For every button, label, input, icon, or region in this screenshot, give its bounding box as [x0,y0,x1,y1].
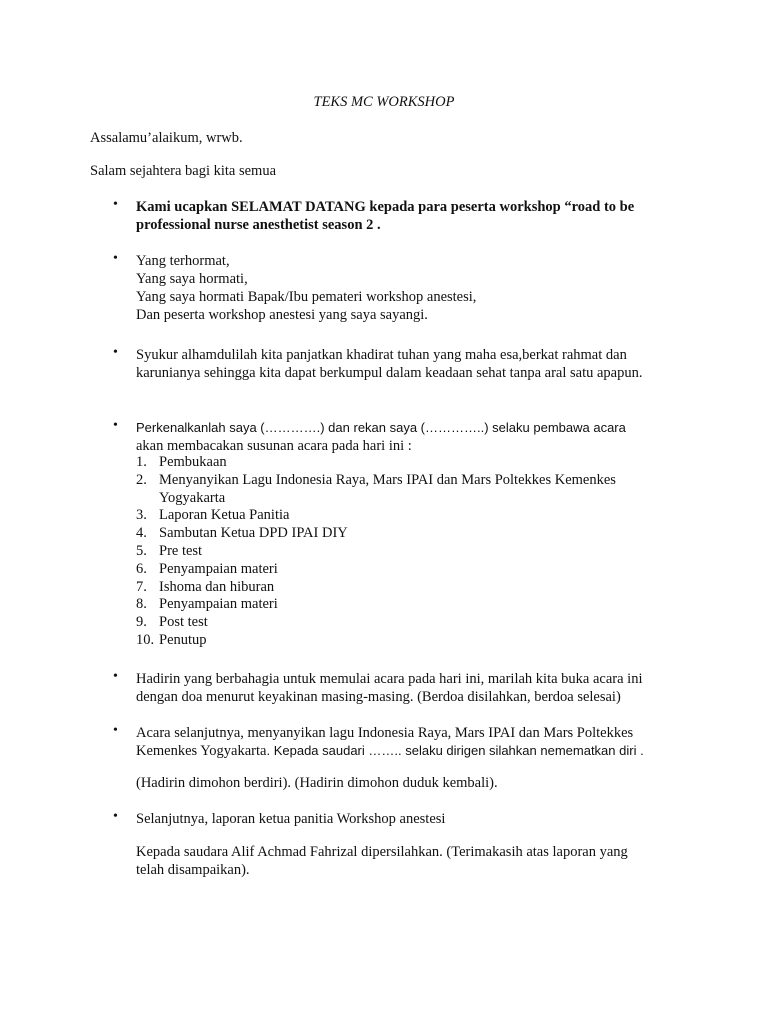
respect-line: Yang saya hormati, [136,271,248,287]
lagu-line-2a: Kemenkes Yogyakarta [136,743,267,759]
welcome-paragraph [136,198,634,234]
bullet-icon: • [113,669,118,684]
bullet-icon: • [113,809,118,824]
agenda-item: 4. Sambutan Ketua DPD IPAI DIY [136,525,348,542]
doa-paragraph [136,670,642,706]
bullet-icon: • [113,723,118,738]
syukur-line-2: karunianya sehingga kita dapat berkumpul dalam keadaan sehat tanpa aral satu apapun. [136,365,643,381]
bullet-icon: • [113,418,118,433]
respect-paragraph [136,252,476,324]
kepada-paragraph [136,843,628,879]
agenda-item: 10. Penutup [136,631,207,648]
agenda-item: 7. Ishoma dan hiburan [136,578,275,595]
respect-line: Dan peserta workshop anestesi yang saya sayangi. [136,307,428,323]
lagu-paragraph [136,724,644,760]
agenda-item: 8. Penyampaian materi [136,596,278,613]
agenda-item: 5. Pre test [136,542,203,559]
respect-line: Yang terhormat, [136,253,230,269]
agenda-item: 6. Penyampaian materi [136,560,278,577]
doa-line-2: dengan doa menurut keyakinan masing-masing. (Berdoa disilahkan, berdoa selesai) [136,689,621,705]
bullet-icon: • [113,345,118,360]
intro-line-2: akan membacakan susunan acara pada hari ini : [136,438,412,454]
kepada-line-1: Kepada saudara Alif Achmad Fahrizal dipersilahkan. (Terimakasih atas laporan yang [136,844,628,860]
respect-line: Yang saya hormati Bapak/Ibu pemateri workshop anestesi, [136,289,477,305]
agenda-item: 3. Laporan Ketua Panitia [136,507,290,524]
syukur-line-1: Syukur alhamdulilah kita panjatkan khadirat tuhan yang maha esa,berkat rahmat dan [136,347,627,363]
document-title: TEKS MC WORKSHOP [313,94,455,110]
doa-line-1: Hadirin yang berbahagia untuk memulai acara pada hari ini, marilah kita buka acara ini [136,671,643,687]
greeting: Assalamu’alaikum, wrwb. [90,130,243,146]
lagu-line-2b: . Kepada saudari …….. selaku dirigen silahkan nemematkan diri . [266,743,644,758]
syukur-paragraph [136,346,643,382]
agenda-item: 1. Pembukaan [136,454,227,470]
agenda-item: 9. Post test [136,614,208,631]
agenda-item: 2. Menyanyikan Lagu Indonesia Raya, Mars IPAI dan Mars Poltekkes Kemenkes Yogyakarta [136,471,616,506]
laporan-line: Selanjutnya, laporan ketua panitia Workshop anestesi [136,811,446,827]
bullet-icon: • [113,251,118,266]
lagu-line-1: Acara selanjutnya, menyanyikan lagu Indonesia Raya, Mars IPAI dan Mars Poltekkes [136,725,634,741]
kepada-line-2: telah disampaikan). [136,862,250,878]
agenda-list [136,454,616,650]
welcome-line-2: professional nurse anesthetist season 2 . [136,217,381,233]
welcome-line-1: Kami ucapkan SELAMAT DATANG kepada para peserta workshop “road to be [136,199,635,215]
salam-line: Salam sejahtera bagi kita semua [90,163,277,179]
intro-paragraph [136,419,626,455]
hadirin-line: (Hadirin dimohon berdiri). (Hadirin dimohon duduk kembali). [136,775,498,791]
bullet-icon: • [113,197,118,212]
intro-line-1: Perkenalkanlah saya (………….) dan rekan saya (…………..) selaku pembawa acara [136,420,626,435]
